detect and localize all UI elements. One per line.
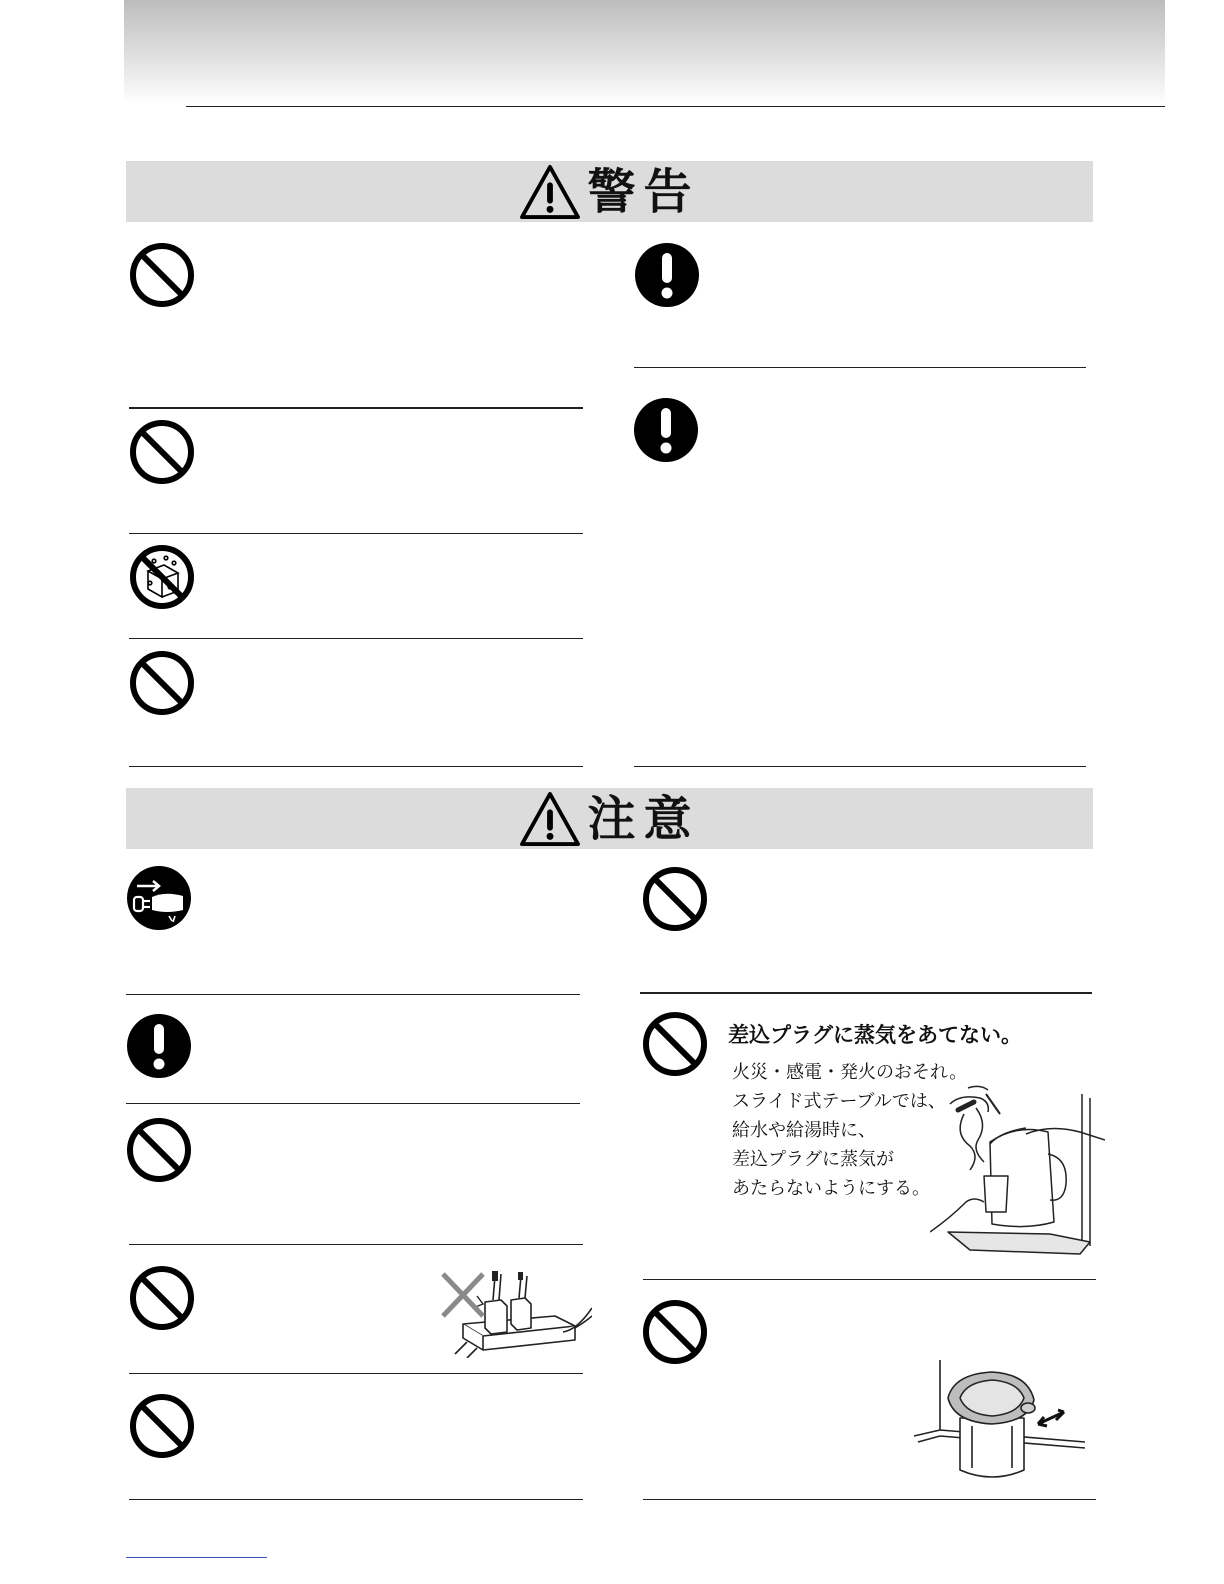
prohibition-icon: [128, 241, 196, 309]
mandatory-icon: [125, 1012, 193, 1080]
no-water-icon: [128, 543, 196, 611]
steam-warning-line: 差込プラグに蒸気が: [732, 1149, 894, 1170]
divider: [643, 1499, 1096, 1500]
mandatory-icon: [633, 241, 701, 309]
caution-triangle-icon: [519, 791, 581, 847]
warning-title: 警告: [587, 163, 700, 220]
prohibition-icon: [641, 865, 709, 933]
divider: [129, 766, 583, 767]
caution-banner: [126, 788, 1093, 849]
prohibition-icon: [128, 1392, 196, 1460]
divider: [643, 1279, 1096, 1280]
prohibition-icon: [641, 1298, 709, 1366]
divider: [129, 407, 583, 409]
unplug-icon: [125, 864, 193, 932]
steam-pot-illustration: [930, 1084, 1105, 1259]
warning-banner: [126, 161, 1093, 222]
divider: [129, 638, 583, 639]
steam-warning-line: 火災・感電・発火のおそれ。: [732, 1062, 968, 1083]
steam-warning-line: スライド式テーブルでは、: [732, 1091, 946, 1112]
header-band: [124, 0, 1165, 104]
divider: [129, 533, 583, 534]
pot-wall-clearance-illustration: [910, 1360, 1085, 1485]
divider: [634, 367, 1086, 368]
footer-link-underline[interactable]: [126, 1557, 267, 1558]
steam-warning-line: 給水や給湯時に、: [732, 1120, 876, 1141]
caution-title: 注意: [587, 790, 700, 847]
prohibition-icon: [128, 418, 196, 486]
divider: [129, 1499, 583, 1500]
power-strip-illustration: [437, 1266, 592, 1358]
header-rule: [186, 106, 1165, 107]
divider: [640, 992, 1092, 994]
prohibition-icon: [641, 1010, 709, 1078]
divider: [126, 1103, 580, 1104]
divider: [126, 994, 580, 995]
divider: [129, 1244, 583, 1245]
warning-triangle-icon: [519, 164, 581, 220]
steam-warning-line: あたらないようにする。: [732, 1178, 930, 1199]
steam-warning-heading: 差込プラグに蒸気をあてない。: [728, 1023, 1022, 1047]
divider: [129, 1373, 583, 1374]
divider: [634, 766, 1086, 767]
prohibition-icon: [128, 649, 196, 717]
mandatory-icon: [632, 396, 700, 464]
prohibition-icon: [128, 1264, 196, 1332]
prohibition-icon: [125, 1116, 193, 1184]
